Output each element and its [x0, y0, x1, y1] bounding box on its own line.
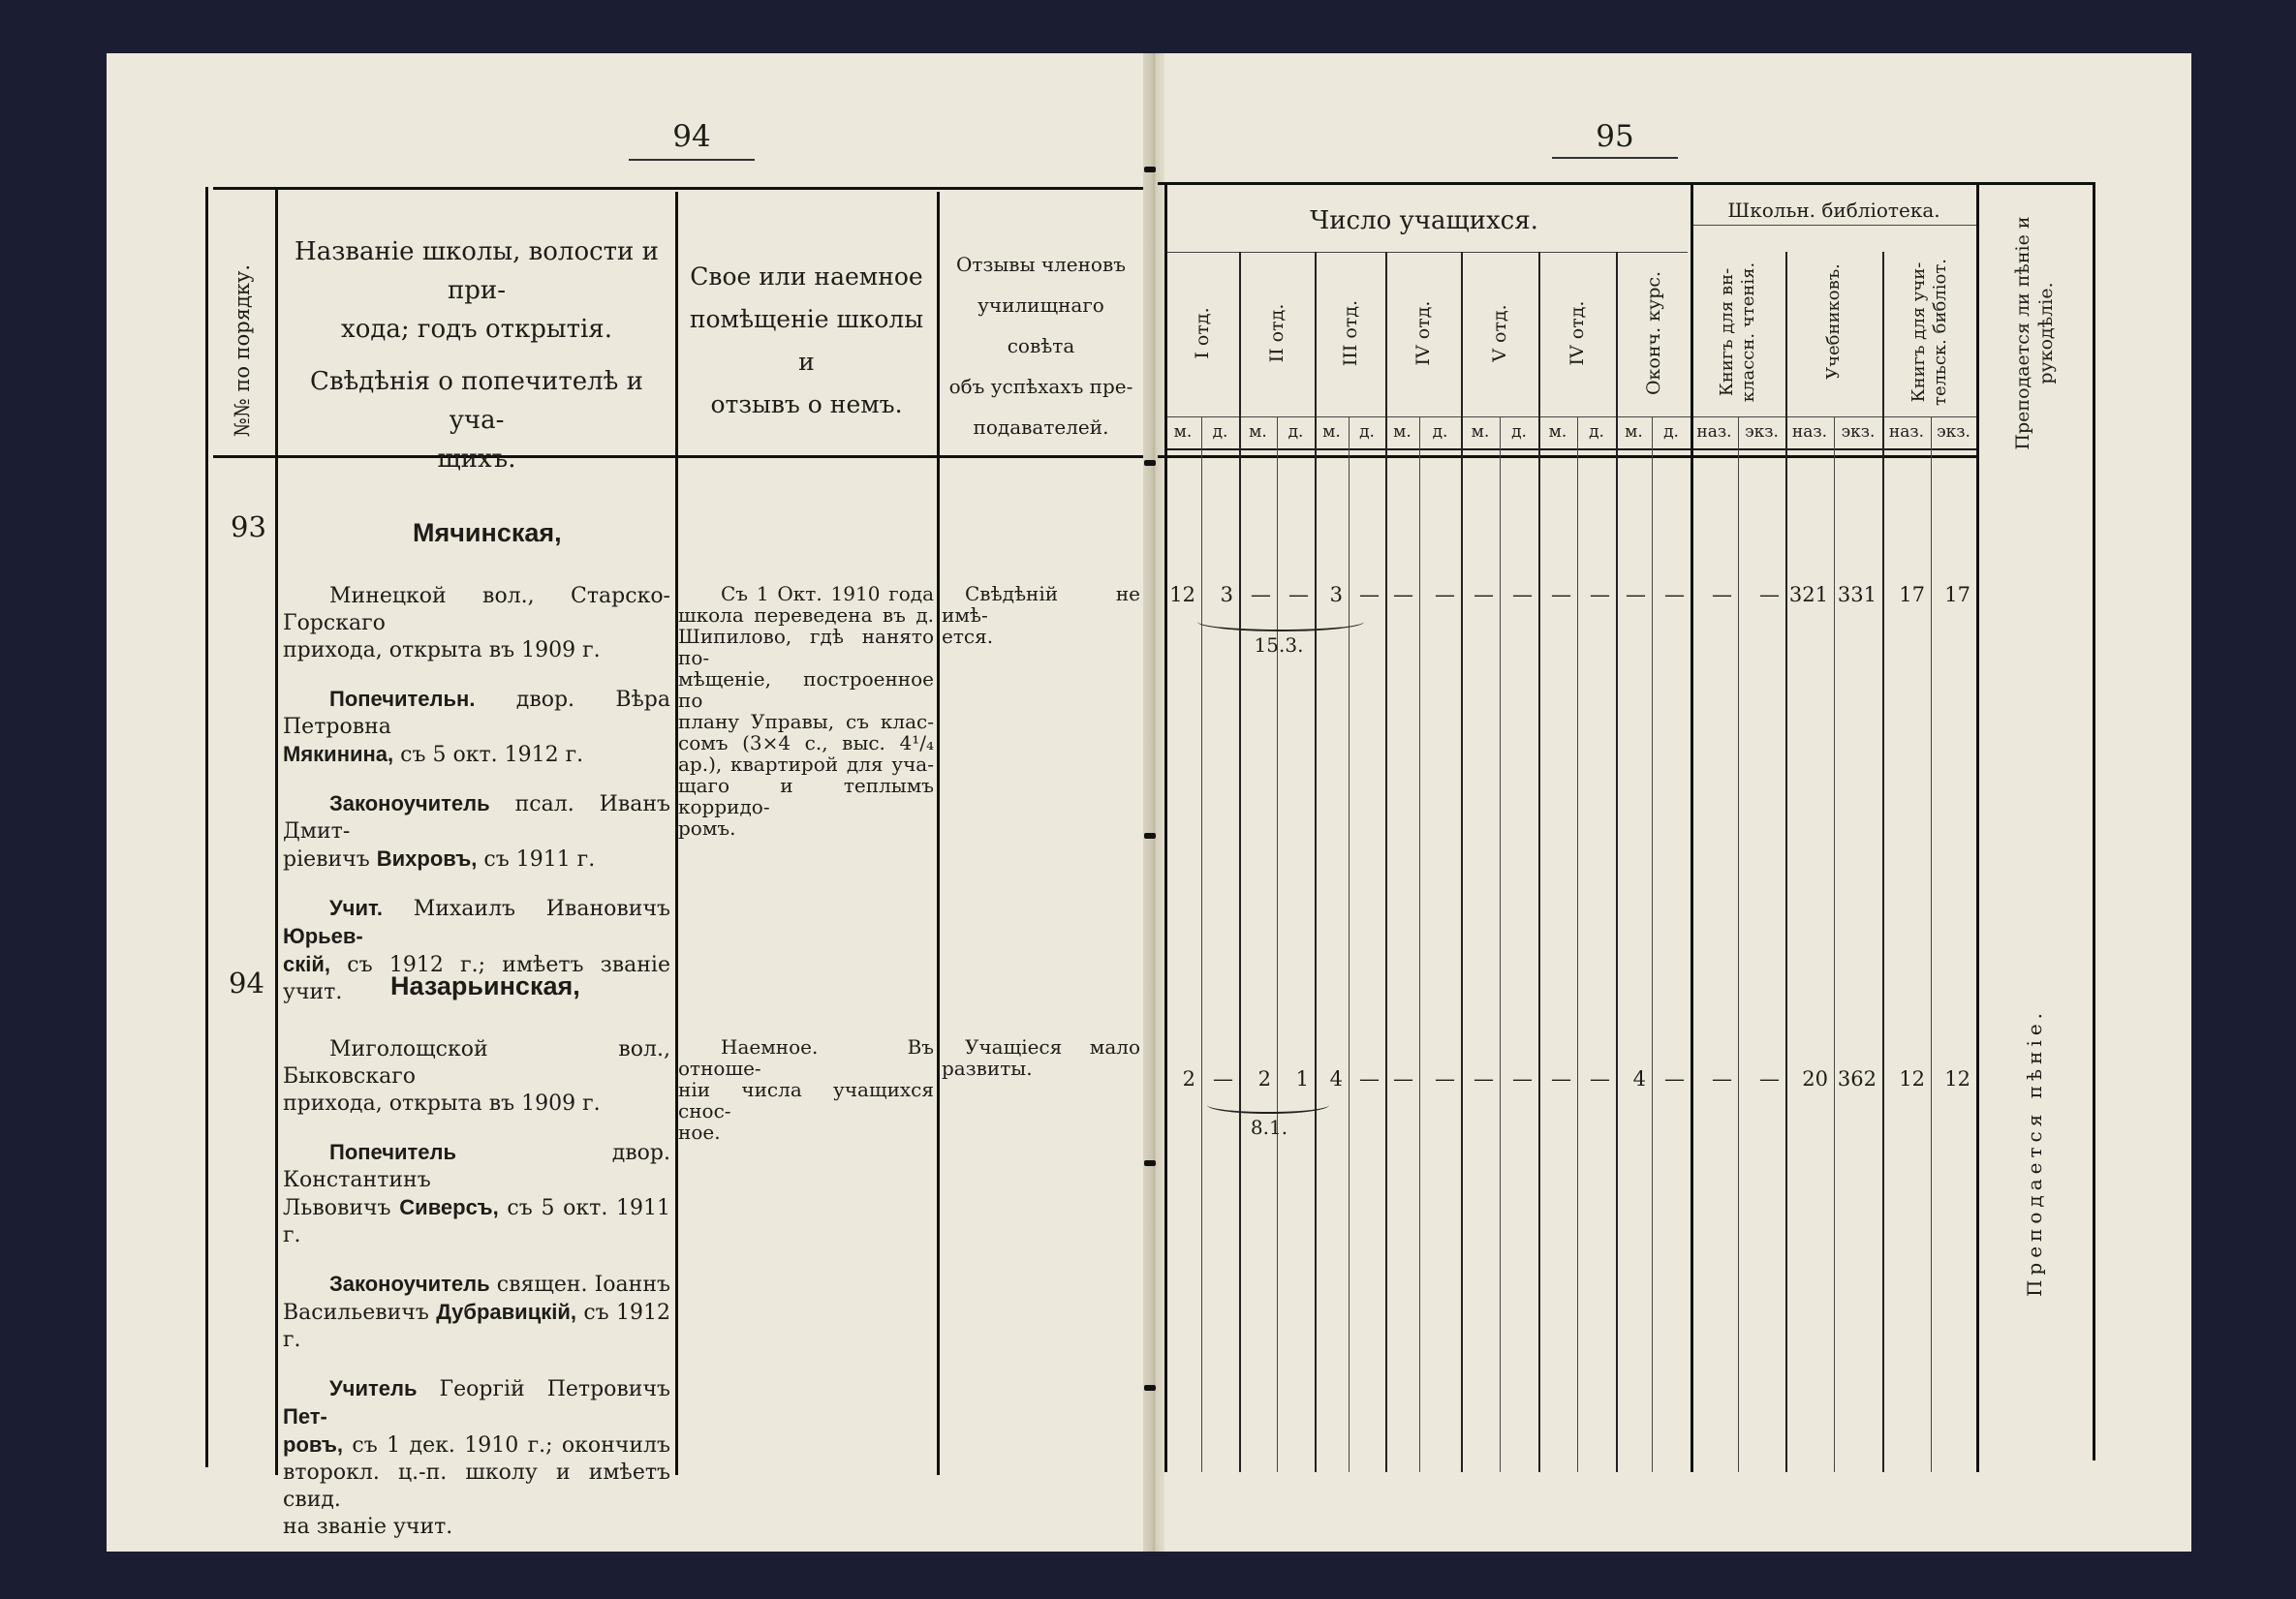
cell-value: —: [1359, 583, 1380, 606]
column-header-grade-4: IV отд.: [1412, 300, 1434, 366]
subheader-ekz: экз.: [1745, 422, 1779, 442]
page-number-right: 95: [1596, 119, 1634, 154]
cell-value: 20: [1802, 1067, 1828, 1091]
subheader-m: м.: [1322, 422, 1341, 442]
cell-value: 331: [1837, 583, 1877, 606]
singing-note: Преподается пѣніе.: [2023, 1007, 2046, 1298]
binding-stitch: [1144, 833, 1156, 839]
cell-value: 17: [1944, 583, 1970, 606]
cell-value: —: [1435, 1067, 1455, 1091]
page-number-rule: [629, 159, 755, 161]
binding-stitch: [1144, 167, 1156, 172]
cell-value: 17: [1899, 583, 1925, 606]
cell-value: —: [1590, 583, 1610, 606]
cell-value: —: [1213, 1067, 1233, 1091]
binding-stitch: [1144, 1385, 1156, 1391]
column-rule: [205, 187, 208, 1467]
cell-value: —: [1590, 1067, 1610, 1091]
subheader-m: м.: [1471, 422, 1490, 442]
subheader-rule: [1164, 416, 1976, 417]
column-header-grade-1: I отд.: [1191, 307, 1213, 359]
subheader-naz: наз.: [1888, 422, 1925, 442]
subheader-naz: наз.: [1791, 422, 1828, 442]
column-header-library-teacher-books: Книгъ для учи-тельск. библіот.: [1908, 259, 1950, 406]
table-top-rule: [1158, 182, 2095, 185]
column-rule: [1164, 182, 1167, 1472]
subheader-naz: наз.: [1696, 422, 1732, 442]
cell-value: —: [1712, 583, 1732, 606]
subheader-rule: [1164, 448, 1976, 450]
cell-value: 12: [1944, 1067, 1970, 1091]
cell-value: —: [1626, 583, 1646, 606]
column-header-grade-3: III отд.: [1339, 299, 1361, 367]
column-header-finished: Оконч. курс.: [1642, 270, 1664, 396]
subheader-m: м.: [1393, 422, 1412, 442]
binding-stitch: [1144, 1160, 1156, 1166]
column-rule: [1349, 416, 1350, 1472]
column-header-grade-5: V отд.: [1489, 304, 1510, 362]
subheader-ekz: экз.: [1937, 422, 1970, 442]
cell-value: 321: [1788, 583, 1828, 606]
school-name: Мячинская,: [413, 518, 562, 547]
subheader-m: м.: [1173, 422, 1193, 442]
cell-value: 2: [1182, 1067, 1195, 1091]
column-rule: [1201, 416, 1202, 1472]
cell-value: 1: [1295, 1067, 1309, 1091]
subheader-d: д.: [1212, 422, 1228, 442]
column-rule: [1577, 416, 1578, 1472]
table-header-rule: [1158, 455, 1976, 458]
premises-info: Съ 1 Окт. 1910 года школа переведена въ д. Шипилово, гдѣ нанято по- мѣщеніе, построенное по плану Управы, съ клас- сомъ (3×4 с., выс. 4¹/₄ ар.), квартирой для уча- щаго и теплымъ корридо- ромъ.: [678, 582, 934, 840]
column-rule: [1976, 182, 1979, 1472]
cell-value: —: [1664, 583, 1685, 606]
cell-value: —: [1512, 1067, 1533, 1091]
subheader-d: д.: [1288, 422, 1304, 442]
cell-value: —: [1759, 583, 1780, 606]
review-info: Свѣдѣній не имѣ- ется.: [942, 582, 1140, 648]
cell-value: —: [1288, 583, 1309, 606]
subheader-d: д.: [1589, 422, 1604, 442]
cell-value: —: [1251, 583, 1271, 606]
cell-value: —: [1435, 583, 1455, 606]
brace-note: 15.3.: [1254, 633, 1304, 657]
column-rule: [1931, 416, 1932, 1472]
cell-value: 4: [1632, 1067, 1646, 1091]
column-header-reviews: Отзывы членовъ училищнаго совѣта объ успѣхахъ пре- подавателей.: [948, 253, 1133, 439]
subheader-m: м.: [1625, 422, 1643, 442]
column-header-premises: Свое или наемное помѣщеніе школы и отзывъ о немъ.: [689, 262, 924, 418]
subheader-d: д.: [1663, 422, 1679, 442]
school-info: Минецкой вол., Старско-Горскаго прихода, открыта въ 1909 г. Попечительн. двор. Вѣра Петровна Мякинина, съ 5 окт. 1912 г. Законоучитель псал. Иванъ Дмит- ріевичъ Вихровъ, съ 1911 г. Учит. Михаилъ Ивановичъ Юрьев- скій, съ 1912 г.; имѣетъ званіе учит.: [283, 584, 670, 1004]
column-rule: [1419, 416, 1420, 1472]
column-rule: [1691, 182, 1693, 1472]
page-number-rule: [1552, 157, 1678, 159]
column-header-library-class-reading: Книгъ для вн-классн. чтенія.: [1717, 261, 1758, 403]
cell-value: 3: [1220, 583, 1233, 606]
group-header-rule: [1164, 252, 1688, 253]
cell-value: 4: [1329, 1067, 1343, 1091]
cell-value: —: [1512, 583, 1533, 606]
cell-value: —: [1474, 583, 1494, 606]
column-header-number: №№ по порядку.: [231, 263, 254, 438]
cell-value: —: [1474, 1067, 1494, 1091]
premises-info: Наемное. Въ отноше- ніи числа учащихся снос- ное.: [678, 1035, 934, 1144]
column-rule: [1277, 416, 1278, 1472]
column-header-singing: Преподается ли пѣніе и рукодѣліе.: [2012, 216, 2057, 450]
cell-value: —: [1712, 1067, 1732, 1091]
column-header-library-textbooks: Учебниковъ.: [1823, 263, 1844, 380]
school-name: Назарьинская,: [390, 971, 580, 1000]
review-info: Учащіеся мало развиты.: [942, 1035, 1140, 1080]
cell-value: —: [1393, 1067, 1413, 1091]
table-top-rule: [213, 187, 1143, 190]
subheader-d: д.: [1511, 422, 1527, 442]
group-header-library: Школьн. библіотека.: [1727, 199, 1940, 222]
cell-value: 12: [1169, 583, 1195, 606]
column-rule: [1652, 416, 1653, 1472]
subheader-ekz: экз.: [1841, 422, 1876, 442]
subheader-d: д.: [1432, 422, 1448, 442]
group-header-students: Число учащихся.: [1310, 206, 1538, 235]
column-rule: [1500, 416, 1501, 1472]
brace-note: 8.1.: [1250, 1116, 1288, 1139]
column-rule: [275, 187, 278, 1475]
cell-value: —: [1551, 583, 1571, 606]
cell-value: 12: [1899, 1067, 1925, 1091]
column-rule: [937, 192, 940, 1475]
school-info: Миголощской вол., Быковскаго прихода, открыта въ 1909 г. Попечитель двор. Константинъ Львовичъ Сиверсъ, съ 5 окт. 1911 г. Законоучитель священ. Іоаннъ Васильевичъ Дубравицкій, съ 1912 г. Учитель Георгій Петровичъ Пет- ровъ, съ 1 дек. 1910 г.; окончилъ второкл. ц.-п. школу и имѣетъ свид. на званіе учит.: [283, 1037, 671, 1539]
subheader-d: д.: [1359, 422, 1375, 442]
page-number-left: 94: [672, 119, 711, 154]
book-spine: [1143, 53, 1164, 1552]
cell-value: —: [1359, 1067, 1380, 1091]
group-header-rule: [1691, 225, 1976, 226]
cell-value: 2: [1257, 1067, 1271, 1091]
column-header-name: Названіе школы, волости и при- хода; годъ открытія. Свѣдѣнія о попечителѣ и уча- щихъ.: [295, 237, 659, 474]
cell-value: —: [1664, 1067, 1685, 1091]
column-rule: [1738, 416, 1739, 1472]
column-header-grade-6: IV отд.: [1567, 300, 1588, 366]
subheader-m: м.: [1249, 422, 1267, 442]
column-header-grade-2: II отд.: [1266, 303, 1288, 363]
subheader-m: м.: [1548, 422, 1567, 442]
cell-value: —: [1759, 1067, 1780, 1091]
cell-value: —: [1551, 1067, 1571, 1091]
cell-value: 362: [1837, 1067, 1877, 1091]
brace: [1207, 1096, 1329, 1114]
brace: [1197, 612, 1364, 631]
cell-value: 3: [1329, 583, 1343, 606]
column-rule: [1834, 416, 1835, 1472]
cell-value: —: [1393, 583, 1413, 606]
binding-stitch: [1144, 460, 1156, 466]
school-number: 93: [231, 510, 266, 543]
school-number: 94: [229, 967, 264, 999]
column-rule: [2093, 182, 2095, 1461]
